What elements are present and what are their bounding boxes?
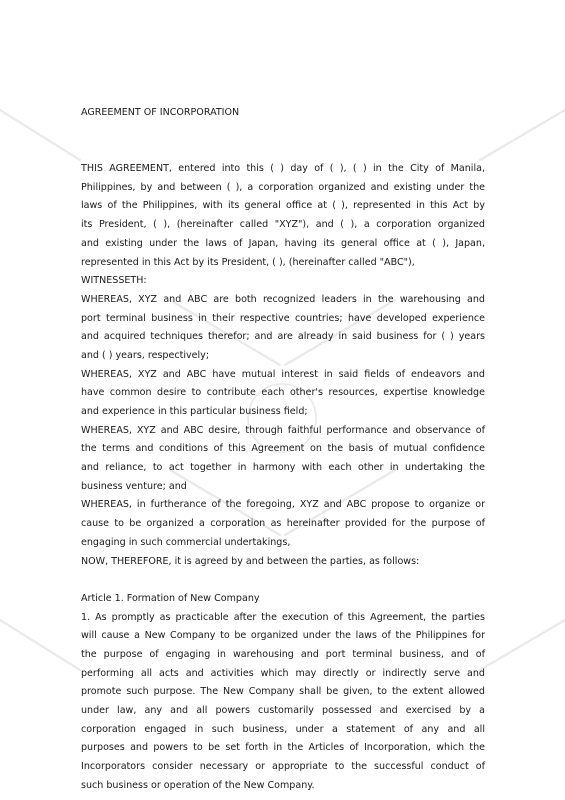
text-line: promote such purpose. The New Company shall be given, to the extent allowed (81, 686, 485, 698)
text-line: business venture; and (81, 480, 187, 492)
text-line: WHEREAS, XYZ and ABC desire, through faithful performance and observance of (81, 424, 485, 436)
spacer (81, 123, 485, 142)
now-therefore-line: NOW, THEREFORE, it is agreed by and between the parties, as follows: (81, 555, 420, 567)
watermark-stroke (480, 110, 565, 160)
text-line: the terms and conditions of this Agreement on the basis of mutual confidence (81, 443, 485, 455)
text-line: the purpose of engaging in warehousing and port terminal business, and of (81, 648, 485, 660)
text-line: port terminal business in their respective countries; have developed experience (81, 312, 485, 324)
spacer (81, 141, 485, 160)
text-line: WHEREAS, in furtherance of the foregoing, XYZ and ABC propose to organize or (81, 499, 485, 511)
text-line: THIS AGREEMENT, entered into this ( ) day of ( ), ( ) in the City of Manila, (81, 163, 485, 175)
witnesseth-heading: WITNESSETH: (81, 275, 147, 287)
article-paragraph (81, 609, 485, 796)
whereas-paragraph (81, 496, 485, 552)
article-heading: Article 1. Formation of New Company (81, 592, 260, 604)
text-line: will cause a New Company to be organized under the laws of the Philippines for (81, 630, 485, 642)
document-title: AGREEMENT OF INCORPORATION (81, 107, 240, 118)
text-line: and acquired techniques therefor; and are already in said business for ( ) years (81, 331, 485, 343)
whereas-paragraph (81, 291, 485, 366)
text-line: and experience in this particular business field; (81, 406, 308, 417)
preamble-paragraph (81, 160, 485, 272)
text-line: laws of the Philippines, with its general office at ( ), represented in this Act by (81, 200, 485, 212)
text-line: 1. As promptly as practicable after the execution of this Agreement, the parties (81, 611, 485, 623)
text-line: its President, ( ), (hereinafter called "XYZ"), and ( ), a corporation organized (81, 219, 485, 231)
text-line: and existing under the laws of Japan, having its general office at ( ), Japan, (81, 237, 485, 249)
text-line: cause to be organized a corporation as hereinafter provided for the purpose of (81, 518, 485, 530)
text-line: Incorporators consider necessary or appropriate to the successful conduct of (81, 761, 485, 773)
spacer (81, 571, 485, 590)
text-line: performing all acts and activities which may directly or indirectly serve and (81, 667, 485, 679)
whereas-paragraph (81, 366, 485, 422)
text-line: WHEREAS, XYZ and ABC have mutual interest in said fields of endeavors and (81, 368, 485, 380)
text-line: purposes and powers to be set forth in the Articles of Incorporation, which the (81, 742, 485, 754)
whereas-paragraph (81, 422, 485, 497)
text-line: Philippines, by and between ( ), a corporation organized and existing under the (81, 181, 485, 193)
text-line: WHEREAS, XYZ and ABC are both recognized leaders in the warehousing and (81, 293, 485, 305)
text-line: such business or operation of the New Company. (81, 779, 315, 791)
document-body (81, 104, 485, 795)
text-line: and ( ) years, respectively; (81, 349, 210, 361)
watermark-stroke (0, 620, 80, 670)
text-line: corporation engaged in such business, under a statement of any and all (81, 723, 485, 735)
watermark-stroke (0, 110, 80, 160)
text-line: under law, any and all powers customarily possessed and exercised by a (81, 705, 485, 716)
watermark-stroke (480, 620, 565, 670)
text-line: represented in this Act by its President, ( ), (hereinafter called "ABC"), (81, 256, 415, 268)
text-line: have common desire to contribute each other's resources, expertise knowledge (81, 387, 485, 399)
text-line: engaging in such commercial undertakings, (81, 536, 291, 548)
text-line: and reliance, to act together in harmony with each other in undertaking the (81, 462, 485, 474)
